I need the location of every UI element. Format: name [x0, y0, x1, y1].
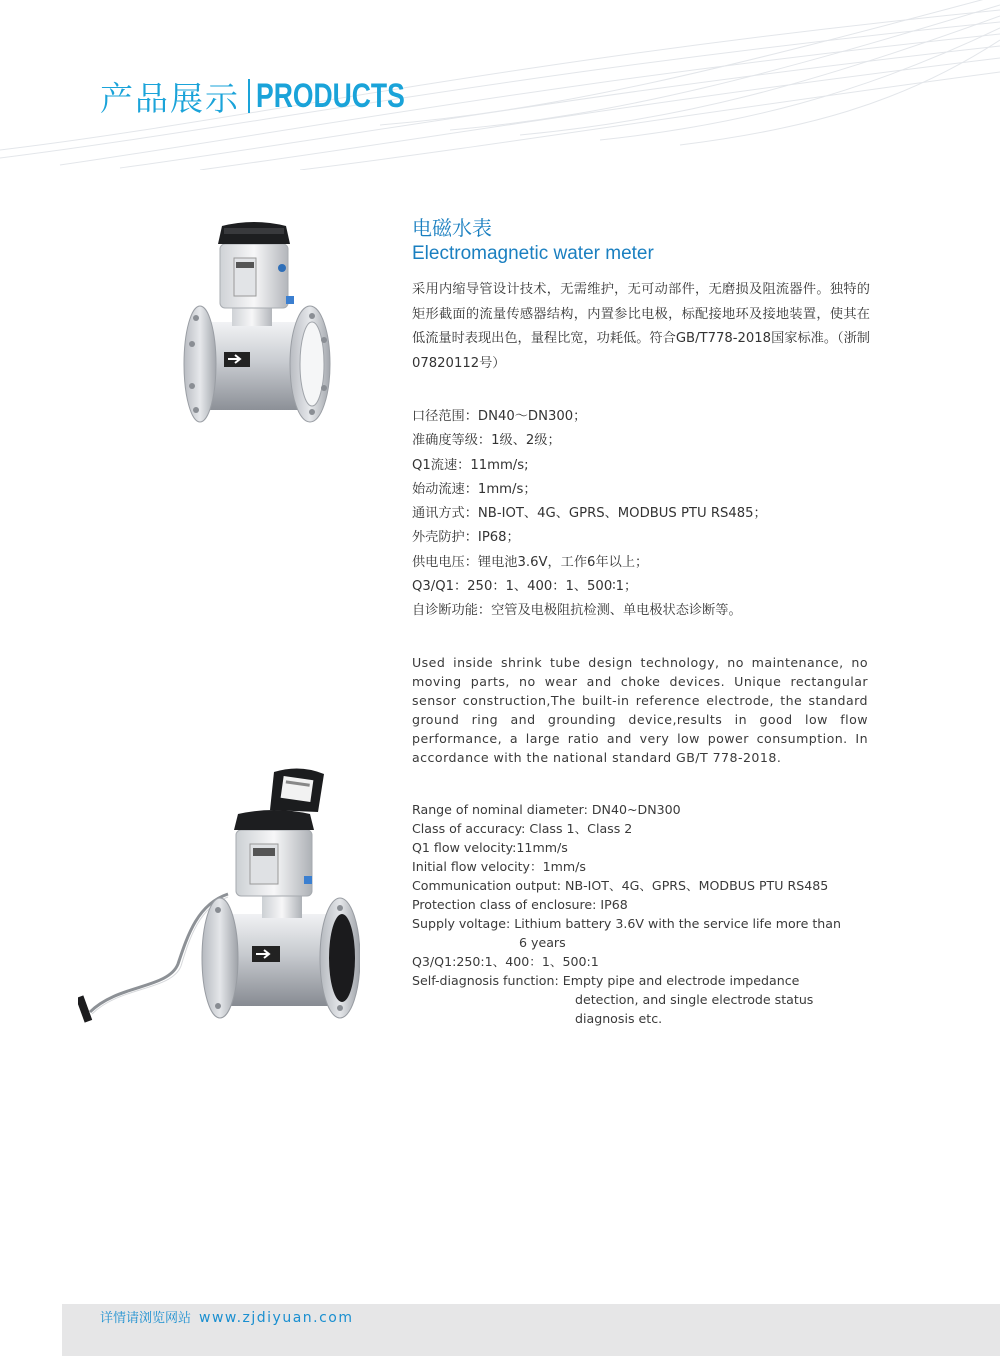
product-name-cn: 电磁水表 — [412, 216, 492, 240]
product-description-cn: 采用内缩导管设计技术，无需维护，无可动部件，无磨损及阻流器件。独特的矩形截面的流量传感器结构，内置参比电极，标配接地环及接地装置，使其在低流量时表现出色，量程比宽，功耗低。符合GB/T778-2018国家标准。（浙制07820112号） — [412, 282, 870, 371]
spec-item: 供电电压：锂电池3.6V，工作6年以上； — [412, 554, 649, 570]
spec-item-continued: 6 years — [519, 935, 566, 950]
spec-item: Self-diagnosis function: Empty pipe and electrode impedance — [412, 973, 800, 988]
meter-image-closed — [172, 214, 338, 436]
footer-label: 详情请浏览网站 — [100, 1311, 192, 1326]
spec-item: Protection class of enclosure: IP68 — [412, 897, 628, 912]
page-footer — [62, 1304, 1000, 1356]
spec-item: 外壳防护：IP68； — [412, 530, 520, 546]
meter-image-open — [78, 764, 360, 1026]
spec-item: Q3/Q1：250：1、400：1、500∶1； — [412, 579, 638, 595]
spec-item: Class of accuracy: Class 1、Class 2 — [412, 821, 633, 836]
spec-item: 准确度等级：1级、2级； — [412, 433, 561, 449]
spec-item: Q3/Q1:250:1、400：1、500:1 — [412, 954, 599, 969]
footer-website-link[interactable]: www.zjdiyuan.com — [199, 1310, 354, 1326]
header-divider — [248, 79, 250, 113]
spec-item: 始动流速：1mm/s； — [412, 481, 537, 497]
spec-item: Q1 flow velocity:11mm/s — [412, 840, 568, 855]
spec-list-en — [412, 800, 882, 1028]
product-name-en: Electromagnetic water meter — [412, 243, 654, 264]
section-header — [100, 72, 447, 120]
footer-text — [100, 1307, 354, 1326]
spec-item: Initial flow velocity：1mm/s — [412, 859, 586, 874]
product-description-en: Used inside shrink tube design technology, no maintenance, no moving parts, no wear and choke devices. Unique rectangular sensor construction,The built-in reference electrode, the standard ground ring and grounding device,results in good low flow performance, a large ratio and very low power consumption. In accordance with the national standard GB/T 778-2018. — [412, 655, 868, 765]
header-title-cn: 产品展示 — [100, 78, 240, 118]
spec-item: 通讯方式：NB-IOT、4G、GPRS、MODBUS PTU RS485； — [412, 506, 767, 522]
spec-item: Supply voltage: Lithium battery 3.6V with the service life more than — [412, 916, 841, 931]
spec-item: Communication output: NB-IOT、4G、GPRS、MODBUS PTU RS485 — [412, 878, 829, 893]
spec-item: Range of nominal diameter: DN40~DN300 — [412, 802, 681, 817]
spec-item-continued: diagnosis etc. — [575, 1011, 663, 1026]
spec-item: Q1流速：11mm/s; — [412, 457, 529, 473]
spec-item: 口径范围：DN40～DN300； — [412, 409, 587, 424]
header-title-en: PRODUCTS — [256, 76, 405, 115]
spec-item-continued: detection, and single electrode status — [575, 992, 814, 1007]
spec-item: 自诊断功能：空管及电极阻抗检测、单电极状态诊断等。 — [412, 603, 742, 619]
spec-list-cn — [412, 405, 882, 624]
